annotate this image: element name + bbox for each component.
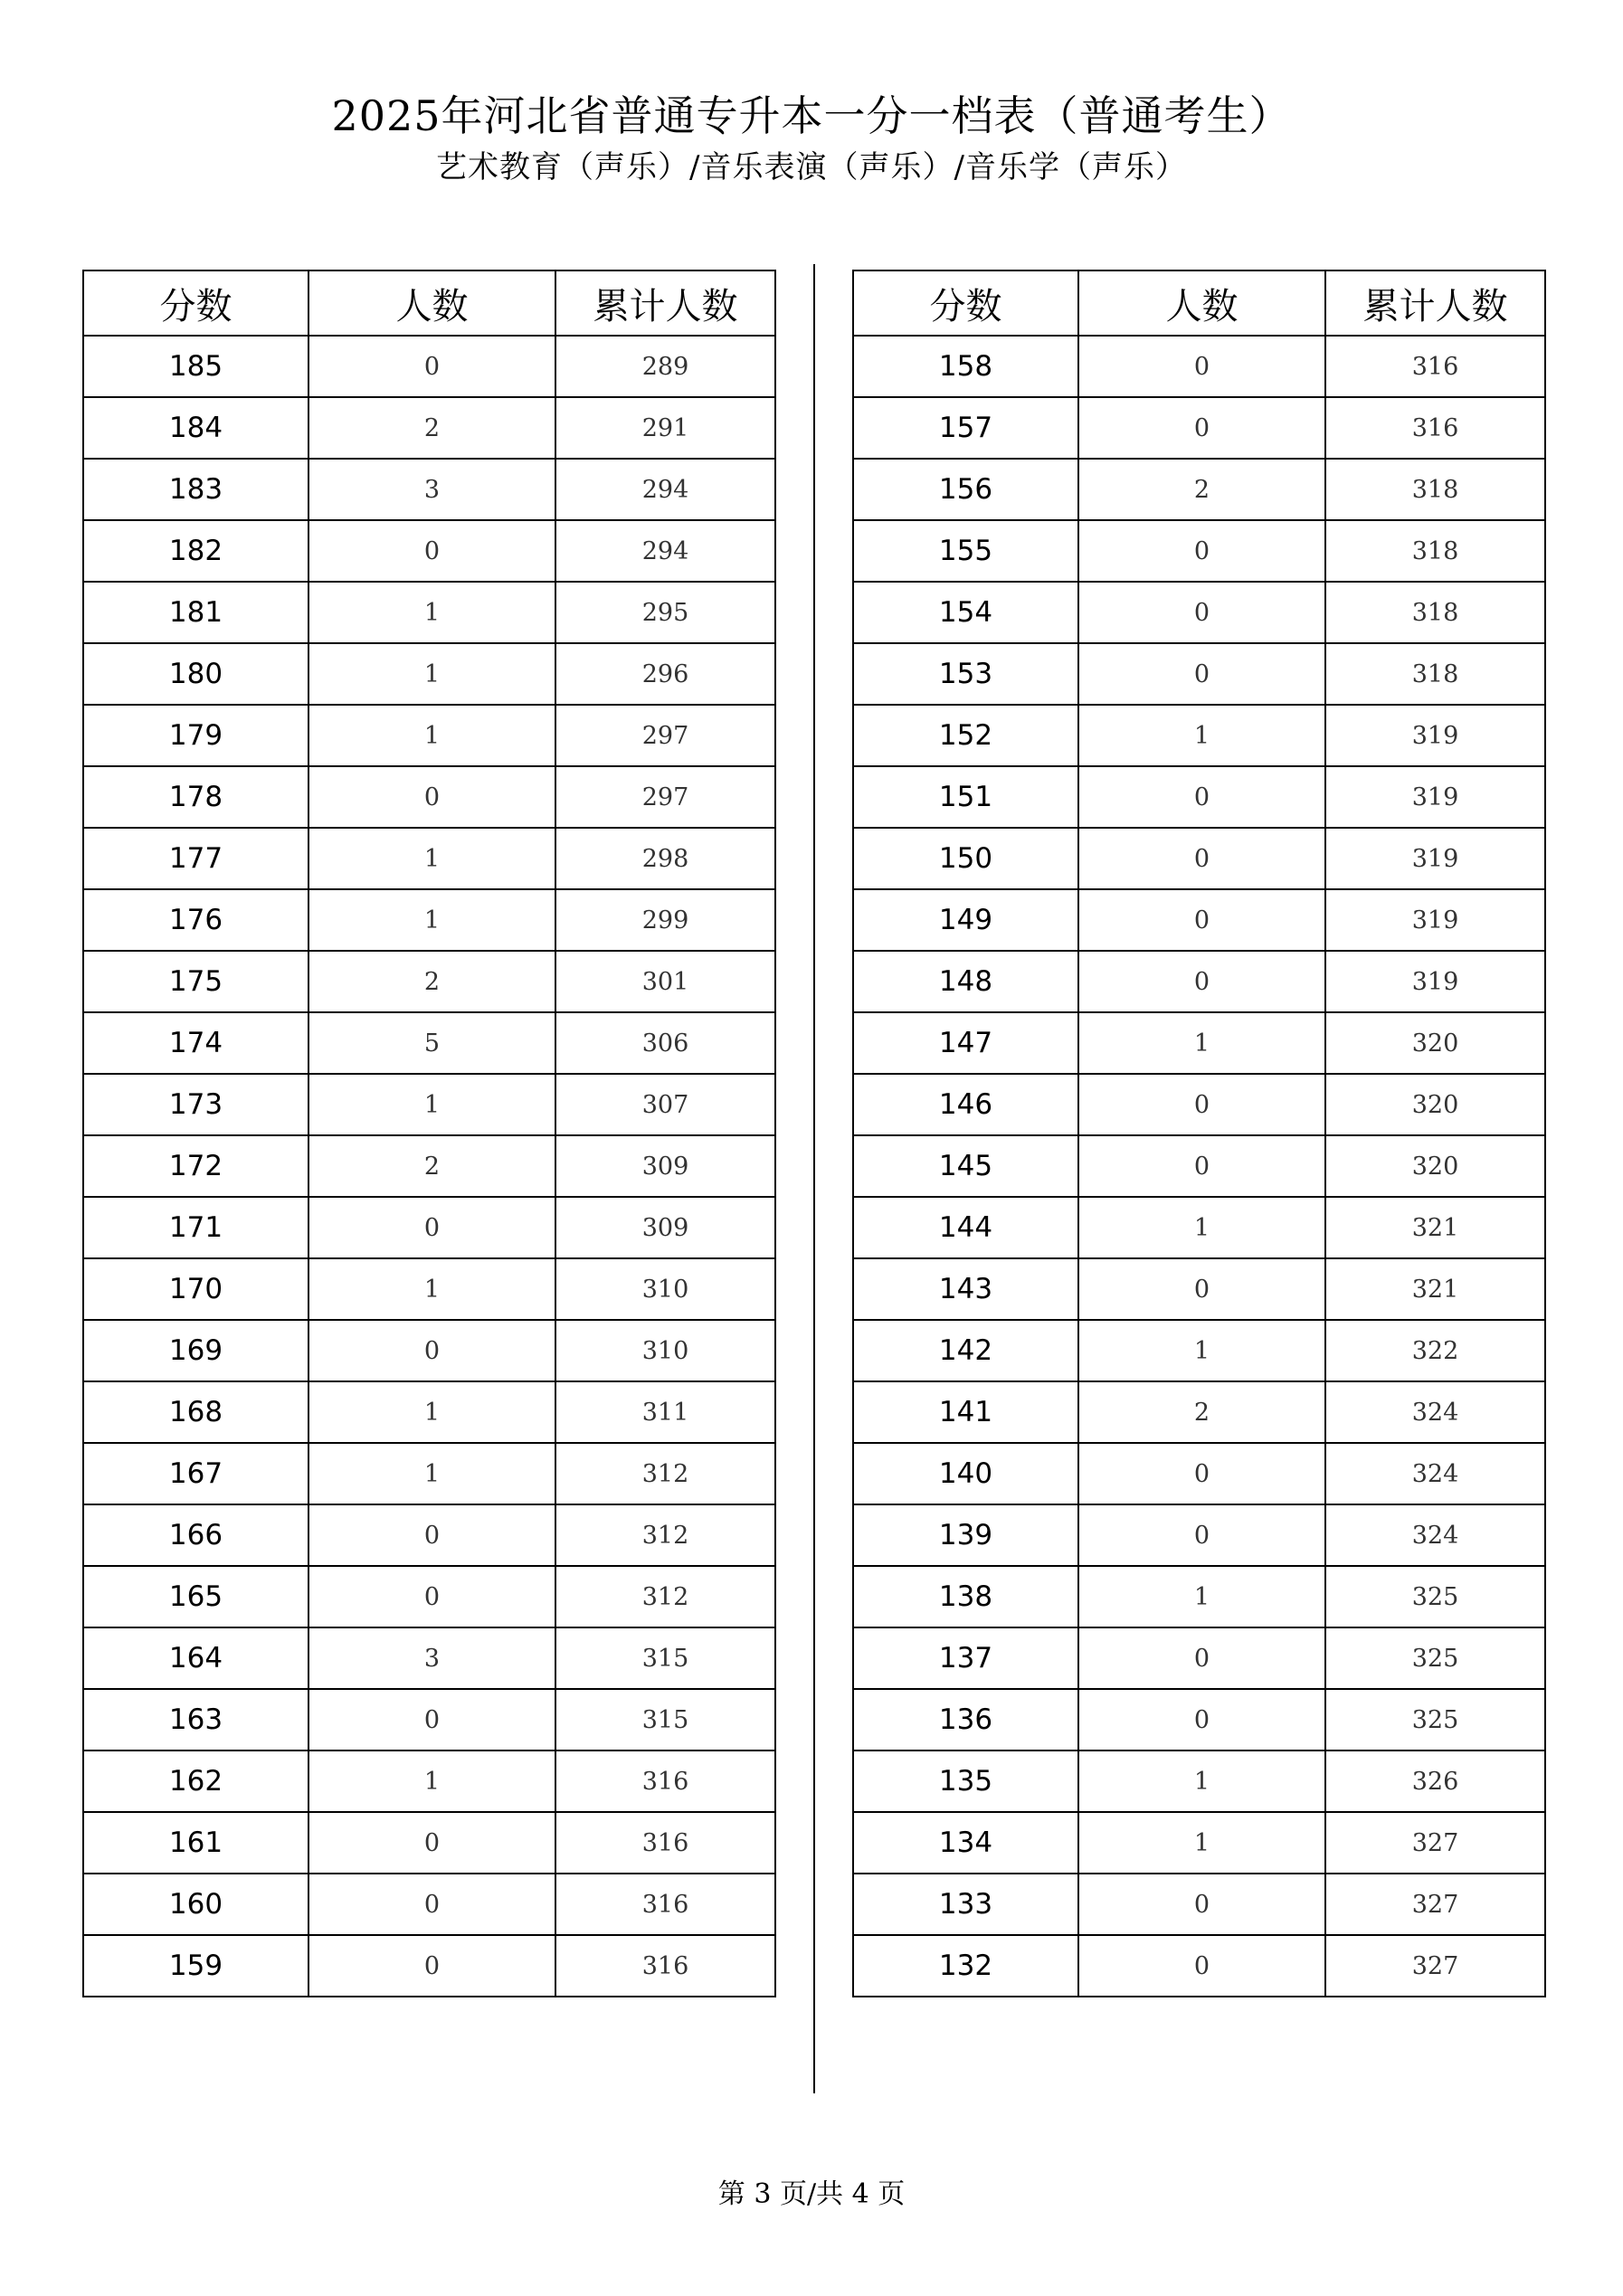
score-cell: 151: [853, 766, 1078, 828]
table-row: [853, 889, 1545, 951]
table-row: [83, 889, 775, 951]
cumulative-cell: 294: [555, 520, 775, 582]
table-row: [83, 1935, 775, 1997]
cumulative-cell: 324: [1325, 1381, 1545, 1443]
cumulative-cell: 319: [1325, 951, 1545, 1012]
table-row: [83, 1566, 775, 1627]
page-footer: 第 3 页/共 4 页: [717, 2178, 906, 2210]
count-cell: 1: [308, 1074, 555, 1135]
score-cell: 143: [853, 1258, 1078, 1320]
score-cell: 157: [853, 397, 1078, 459]
count-cell: 0: [308, 520, 555, 582]
header-count: 人数: [1078, 270, 1325, 336]
count-cell: 0: [1078, 1135, 1325, 1197]
score-cell: 149: [853, 889, 1078, 951]
cumulative-cell: 316: [1325, 397, 1545, 459]
count-cell: 0: [1078, 1935, 1325, 1997]
cumulative-cell: 311: [555, 1381, 775, 1443]
cumulative-cell: 296: [555, 643, 775, 705]
count-cell: 1: [308, 1443, 555, 1504]
count-cell: 3: [308, 459, 555, 520]
count-cell: 0: [1078, 889, 1325, 951]
table-row: [853, 1812, 1545, 1874]
table-row: [853, 828, 1545, 889]
column-divider: [813, 264, 815, 2093]
cumulative-cell: 318: [1325, 643, 1545, 705]
cumulative-cell: 326: [1325, 1750, 1545, 1812]
count-cell: 5: [308, 1012, 555, 1074]
cumulative-cell: 306: [555, 1012, 775, 1074]
table-row: [83, 705, 775, 766]
count-cell: 1: [1078, 1566, 1325, 1627]
cumulative-cell: 297: [555, 766, 775, 828]
table-row: [83, 1627, 775, 1689]
cumulative-cell: 320: [1325, 1012, 1545, 1074]
score-cell: 145: [853, 1135, 1078, 1197]
count-cell: 2: [308, 397, 555, 459]
table-row: [853, 1443, 1545, 1504]
count-cell: 0: [308, 1320, 555, 1381]
table-row: [853, 336, 1545, 397]
cumulative-cell: 325: [1325, 1689, 1545, 1750]
cumulative-cell: 327: [1325, 1812, 1545, 1874]
cumulative-cell: 312: [555, 1566, 775, 1627]
cumulative-cell: 325: [1325, 1566, 1545, 1627]
header-score: 分数: [83, 270, 308, 336]
score-cell: 134: [853, 1812, 1078, 1874]
count-cell: 0: [1078, 951, 1325, 1012]
table-row: [83, 1320, 775, 1381]
count-cell: 1: [1078, 1812, 1325, 1874]
score-cell: 147: [853, 1012, 1078, 1074]
score-cell: 159: [83, 1935, 308, 1997]
cumulative-cell: 315: [555, 1689, 775, 1750]
count-cell: 1: [1078, 1012, 1325, 1074]
count-cell: 2: [308, 1135, 555, 1197]
score-cell: 153: [853, 643, 1078, 705]
cumulative-cell: 318: [1325, 520, 1545, 582]
score-cell: 161: [83, 1812, 308, 1874]
count-cell: 3: [308, 1627, 555, 1689]
cumulative-cell: 307: [555, 1074, 775, 1135]
count-cell: 1: [308, 1381, 555, 1443]
score-cell: 150: [853, 828, 1078, 889]
score-cell: 174: [83, 1012, 308, 1074]
count-cell: 0: [308, 1689, 555, 1750]
table-row: [853, 1689, 1545, 1750]
score-cell: 156: [853, 459, 1078, 520]
table-row: [853, 582, 1545, 643]
count-cell: 0: [308, 766, 555, 828]
table-row: [853, 397, 1545, 459]
score-cell: 183: [83, 459, 308, 520]
table-row: [83, 1812, 775, 1874]
cumulative-cell: 325: [1325, 1627, 1545, 1689]
count-cell: 1: [308, 643, 555, 705]
table-row: [83, 1012, 775, 1074]
count-cell: 0: [1078, 1504, 1325, 1566]
table-row: [83, 1443, 775, 1504]
score-cell: 182: [83, 520, 308, 582]
table-row: [83, 459, 775, 520]
table-row: [853, 1566, 1545, 1627]
table-row: [853, 766, 1545, 828]
table-row: [83, 1258, 775, 1320]
cumulative-cell: 312: [555, 1443, 775, 1504]
cumulative-cell: 321: [1325, 1197, 1545, 1258]
count-cell: 0: [1078, 643, 1325, 705]
score-cell: 165: [83, 1566, 308, 1627]
score-cell: 180: [83, 643, 308, 705]
table-row: [83, 1689, 775, 1750]
count-cell: 0: [1078, 582, 1325, 643]
table-row: [853, 1874, 1545, 1935]
score-cell: 141: [853, 1381, 1078, 1443]
page-subtitle: 艺术教育（声乐）/音乐表演（声乐）/音乐学（声乐）: [436, 149, 1187, 185]
table-row: [853, 951, 1545, 1012]
cumulative-cell: 315: [555, 1627, 775, 1689]
table-row: [853, 1935, 1545, 1997]
cumulative-cell: 316: [1325, 336, 1545, 397]
cumulative-cell: 309: [555, 1135, 775, 1197]
cumulative-cell: 319: [1325, 889, 1545, 951]
score-cell: 140: [853, 1443, 1078, 1504]
table-row: [853, 705, 1545, 766]
count-cell: 0: [1078, 520, 1325, 582]
count-cell: 0: [308, 1566, 555, 1627]
table-row: [83, 1074, 775, 1135]
header-score: 分数: [853, 270, 1078, 336]
count-cell: 0: [1078, 1874, 1325, 1935]
score-cell: 158: [853, 336, 1078, 397]
score-cell: 168: [83, 1381, 308, 1443]
score-cell: 169: [83, 1320, 308, 1381]
score-cell: 167: [83, 1443, 308, 1504]
count-cell: 0: [1078, 1443, 1325, 1504]
table-row: [83, 336, 775, 397]
table-row: [853, 1012, 1545, 1074]
cumulative-cell: 319: [1325, 705, 1545, 766]
count-cell: 1: [1078, 1750, 1325, 1812]
count-cell: 1: [308, 1750, 555, 1812]
score-cell: 175: [83, 951, 308, 1012]
table-row: [83, 1504, 775, 1566]
table-header-row: [853, 270, 1545, 336]
count-cell: 1: [1078, 1320, 1325, 1381]
table-row: [83, 397, 775, 459]
score-cell: 132: [853, 1935, 1078, 1997]
score-cell: 171: [83, 1197, 308, 1258]
cumulative-cell: 298: [555, 828, 775, 889]
table-row: [83, 828, 775, 889]
count-cell: 0: [1078, 336, 1325, 397]
count-cell: 2: [308, 951, 555, 1012]
table-row: [83, 1135, 775, 1197]
cumulative-cell: 322: [1325, 1320, 1545, 1381]
cumulative-cell: 327: [1325, 1935, 1545, 1997]
count-cell: 0: [1078, 828, 1325, 889]
table-row: [853, 520, 1545, 582]
cumulative-cell: 321: [1325, 1258, 1545, 1320]
cumulative-cell: 316: [555, 1750, 775, 1812]
table-row: [853, 643, 1545, 705]
table-row: [853, 459, 1545, 520]
table-row: [853, 1750, 1545, 1812]
score-table-left: [82, 270, 776, 1997]
cumulative-cell: 310: [555, 1258, 775, 1320]
count-cell: 0: [1078, 397, 1325, 459]
cumulative-cell: 320: [1325, 1074, 1545, 1135]
count-cell: 0: [1078, 766, 1325, 828]
table-row: [853, 1074, 1545, 1135]
count-cell: 0: [308, 1812, 555, 1874]
table-row: [83, 582, 775, 643]
count-cell: 1: [308, 1258, 555, 1320]
cumulative-cell: 310: [555, 1320, 775, 1381]
score-cell: 172: [83, 1135, 308, 1197]
score-cell: 162: [83, 1750, 308, 1812]
header-cumulative: 累计人数: [555, 270, 775, 336]
score-cell: 160: [83, 1874, 308, 1935]
count-cell: 0: [308, 1197, 555, 1258]
score-cell: 185: [83, 336, 308, 397]
table-header-row: [83, 270, 775, 336]
count-cell: 0: [308, 1935, 555, 1997]
table-row: [83, 766, 775, 828]
score-cell: 177: [83, 828, 308, 889]
score-cell: 154: [853, 582, 1078, 643]
header-count: 人数: [308, 270, 555, 336]
score-cell: 144: [853, 1197, 1078, 1258]
table-row: [853, 1627, 1545, 1689]
count-cell: 0: [308, 1874, 555, 1935]
cumulative-cell: 295: [555, 582, 775, 643]
table-body: [853, 336, 1545, 1997]
table-row: [83, 520, 775, 582]
count-cell: 1: [1078, 705, 1325, 766]
table-row: [853, 1381, 1545, 1443]
count-cell: 1: [308, 828, 555, 889]
cumulative-cell: 299: [555, 889, 775, 951]
page-title: 2025年河北省普通专升本一分一档表（普通考生）: [331, 91, 1292, 140]
count-cell: 0: [308, 336, 555, 397]
score-cell: 146: [853, 1074, 1078, 1135]
cumulative-cell: 316: [555, 1812, 775, 1874]
table-row: [83, 1874, 775, 1935]
cumulative-cell: 324: [1325, 1504, 1545, 1566]
score-cell: 178: [83, 766, 308, 828]
cumulative-cell: 318: [1325, 582, 1545, 643]
table-row: [853, 1504, 1545, 1566]
count-cell: 2: [1078, 1381, 1325, 1443]
score-cell: 136: [853, 1689, 1078, 1750]
score-cell: 135: [853, 1750, 1078, 1812]
table-row: [853, 1258, 1545, 1320]
table-row: [83, 1750, 775, 1812]
cumulative-cell: 319: [1325, 828, 1545, 889]
cumulative-cell: 327: [1325, 1874, 1545, 1935]
table-row: [83, 1197, 775, 1258]
cumulative-cell: 316: [555, 1935, 775, 1997]
cumulative-cell: 309: [555, 1197, 775, 1258]
table-row: [83, 643, 775, 705]
score-cell: 133: [853, 1874, 1078, 1935]
score-cell: 164: [83, 1627, 308, 1689]
table-row: [83, 951, 775, 1012]
score-cell: 148: [853, 951, 1078, 1012]
count-cell: 0: [308, 1504, 555, 1566]
count-cell: 0: [1078, 1074, 1325, 1135]
cumulative-cell: 320: [1325, 1135, 1545, 1197]
score-cell: 176: [83, 889, 308, 951]
table-row: [853, 1135, 1545, 1197]
cumulative-cell: 312: [555, 1504, 775, 1566]
count-cell: 1: [308, 705, 555, 766]
count-cell: 0: [1078, 1258, 1325, 1320]
count-cell: 2: [1078, 459, 1325, 520]
score-cell: 170: [83, 1258, 308, 1320]
count-cell: 1: [308, 889, 555, 951]
score-cell: 173: [83, 1074, 308, 1135]
score-cell: 139: [853, 1504, 1078, 1566]
score-cell: 155: [853, 520, 1078, 582]
score-cell: 166: [83, 1504, 308, 1566]
score-cell: 163: [83, 1689, 308, 1750]
table-row: [853, 1197, 1545, 1258]
cumulative-cell: 291: [555, 397, 775, 459]
score-table-right: [852, 270, 1546, 1997]
score-cell: 181: [83, 582, 308, 643]
cumulative-cell: 297: [555, 705, 775, 766]
score-cell: 142: [853, 1320, 1078, 1381]
count-cell: 0: [1078, 1689, 1325, 1750]
cumulative-cell: 324: [1325, 1443, 1545, 1504]
score-cell: 179: [83, 705, 308, 766]
cumulative-cell: 318: [1325, 459, 1545, 520]
cumulative-cell: 301: [555, 951, 775, 1012]
table-row: [83, 1381, 775, 1443]
score-cell: 137: [853, 1627, 1078, 1689]
score-cell: 152: [853, 705, 1078, 766]
table-body: [83, 336, 775, 1997]
header-cumulative: 累计人数: [1325, 270, 1545, 336]
table-row: [853, 1320, 1545, 1381]
count-cell: 1: [1078, 1197, 1325, 1258]
score-cell: 138: [853, 1566, 1078, 1627]
cumulative-cell: 294: [555, 459, 775, 520]
count-cell: 0: [1078, 1627, 1325, 1689]
score-cell: 184: [83, 397, 308, 459]
cumulative-cell: 319: [1325, 766, 1545, 828]
cumulative-cell: 289: [555, 336, 775, 397]
cumulative-cell: 316: [555, 1874, 775, 1935]
count-cell: 1: [308, 582, 555, 643]
